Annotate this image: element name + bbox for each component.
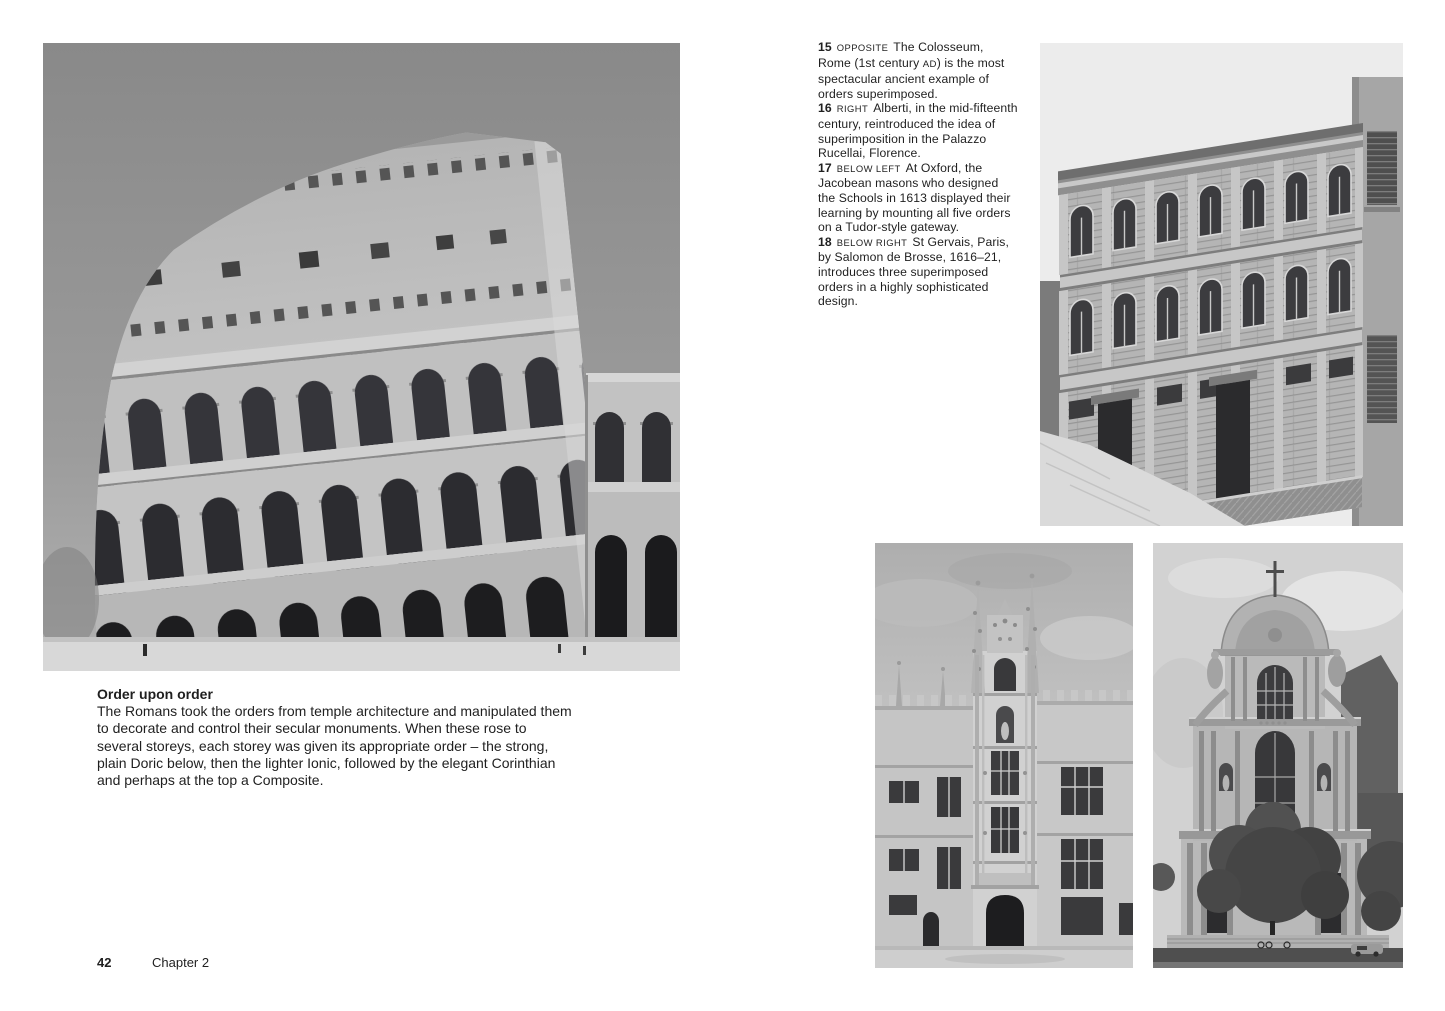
section-order-upon-order xyxy=(97,686,575,789)
caption-17-number: 17 xyxy=(818,160,832,175)
caption-18-number: 18 xyxy=(818,234,832,249)
caption-18-position-label: BELOW RIGHT xyxy=(836,236,908,248)
caption-16-position-label: RIGHT xyxy=(836,103,869,115)
colosseum-illustration xyxy=(43,43,680,671)
caption-15-number: 15 xyxy=(818,40,832,54)
caption-16-number: 16 xyxy=(818,101,832,116)
caption-18 xyxy=(818,235,1018,309)
figure-15-colosseum-photo xyxy=(43,43,680,671)
section-heading: Order upon order xyxy=(97,686,213,702)
oxford-tower-illustration xyxy=(875,543,1133,968)
caption-16 xyxy=(818,101,1018,160)
chapter-label: Chapter 2 xyxy=(152,955,210,970)
page-number: 42 xyxy=(97,955,112,970)
caption-18-text: St Gervais, Paris, by Salomon de Brosse, 1616–21, introduces three superimposed orders in a highly sophisticated design. xyxy=(818,234,1009,309)
caption-15-text: The Colosseum, Rome (1st century AD) is the most spectacular ancient example of orders superimposed. xyxy=(818,40,1005,101)
figure-16-palazzo-rucellai-photo xyxy=(1040,43,1403,526)
figure-17-oxford-schools-photo xyxy=(875,543,1133,968)
caption-17-text: At Oxford, the Jacobean masons who designed the Schools in 1613 displayed their learning by mounting all five orders on a Tudor-style gateway. xyxy=(818,160,1011,235)
caption-16-text: Alberti, in the mid-fifteenth century, reintroduced the idea of superimposition in the Palazzo Rucellai, Florence. xyxy=(818,101,1018,161)
caption-17 xyxy=(818,161,1018,235)
palazzo-rucellai-illustration xyxy=(1040,43,1403,526)
caption-column xyxy=(818,40,1018,309)
caption-15-position-label: OPPOSITE xyxy=(836,42,889,53)
caption-15 xyxy=(818,40,1018,101)
st-gervais-illustration xyxy=(1153,543,1403,968)
caption-17-position-label: BELOW LEFT xyxy=(836,162,901,174)
figure-18-st-gervais-photo xyxy=(1153,543,1403,968)
section-body: The Romans took the orders from temple architecture and manipulated them to decorate and control their secular monuments. When these rose to several storeys, each storey was given its appropriate order – the strong, plain Doric below, then the lighter Ionic, followed by the elegant Corinthian and perhaps at the top a Composite. xyxy=(97,703,572,789)
